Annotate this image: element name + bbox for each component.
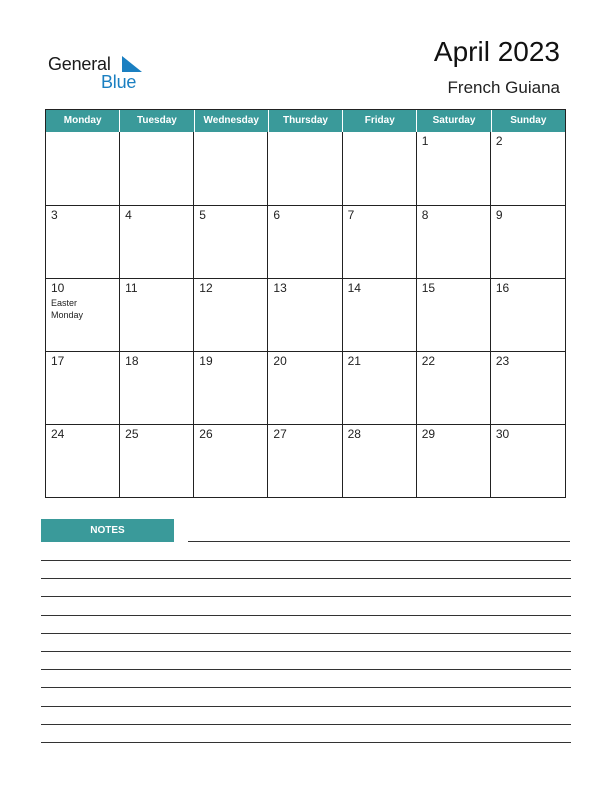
- day-number: 4: [125, 208, 132, 222]
- day-cell: [417, 351, 491, 424]
- notes-line: [41, 724, 571, 725]
- notes-line: [41, 615, 571, 616]
- notes-line: [41, 687, 571, 688]
- day-cell: [343, 424, 417, 497]
- day-cell: [46, 132, 120, 205]
- weekday-header: Friday: [343, 110, 417, 132]
- day-number: 27: [273, 427, 287, 441]
- notes-line: [41, 669, 571, 670]
- day-cell: [417, 278, 491, 351]
- brand-logo: [48, 52, 148, 92]
- holiday-label: Easter Monday: [51, 298, 84, 320]
- day-cell: [491, 424, 565, 497]
- day-cell: [120, 351, 194, 424]
- day-number: 3: [51, 208, 58, 222]
- day-cell: [194, 278, 268, 351]
- notes-line: [41, 706, 571, 707]
- day-cell: [343, 205, 417, 278]
- logo-word-blue: Blue: [101, 72, 137, 92]
- weekday-header-row: [46, 110, 565, 132]
- calendar-days: [46, 132, 565, 497]
- day-cell: [417, 132, 491, 205]
- day-number: 19: [199, 354, 213, 368]
- day-cell: [268, 278, 342, 351]
- day-cell: [491, 132, 565, 205]
- day-number: 20: [273, 354, 287, 368]
- day-number: 6: [273, 208, 281, 222]
- day-cell: [491, 205, 565, 278]
- calendar-grid: [45, 109, 566, 498]
- day-number: 21: [347, 354, 361, 368]
- day-number: 24: [51, 427, 65, 441]
- day-number: 8: [421, 208, 429, 222]
- day-cell: [268, 132, 342, 205]
- day-cell: [268, 205, 342, 278]
- weekday-header: Thursday: [269, 110, 343, 132]
- day-cell: [46, 351, 120, 424]
- page-subtitle: French Guiana: [447, 78, 560, 97]
- weekday-header: Monday: [46, 110, 120, 132]
- day-cell: [417, 205, 491, 278]
- notes-line: [41, 633, 571, 634]
- notes-line: [41, 578, 571, 579]
- day-cell: [194, 205, 268, 278]
- day-cell: [46, 205, 120, 278]
- logo-word-general: General: [48, 54, 111, 74]
- weekday-header: Wednesday: [195, 110, 269, 132]
- day-cell: [491, 351, 565, 424]
- day-number: 17: [51, 354, 65, 368]
- day-number: 2: [495, 134, 503, 148]
- weekday-header: Sunday: [510, 115, 547, 126]
- day-number: 10: [51, 281, 65, 295]
- day-cell: [120, 205, 194, 278]
- day-cell: [120, 424, 194, 497]
- weekday-header: Saturday: [417, 110, 491, 132]
- day-cell: [268, 424, 342, 497]
- day-number: 25: [125, 427, 139, 441]
- notes-line: [41, 742, 571, 743]
- day-number: 23: [495, 354, 510, 368]
- notes-label: NOTES: [41, 519, 174, 542]
- day-cell: [417, 424, 491, 497]
- day-number: 30: [495, 427, 510, 441]
- day-cell: [343, 351, 417, 424]
- day-cell: [491, 278, 565, 351]
- day-cell: [46, 424, 120, 497]
- day-cell: [194, 132, 268, 205]
- page-title: April 2023: [433, 36, 560, 67]
- day-number: 15: [421, 281, 436, 295]
- notes-line: [41, 596, 571, 597]
- day-number: 18: [125, 354, 139, 368]
- weekday-header: Tuesday: [120, 110, 194, 132]
- day-number: 12: [199, 281, 213, 295]
- notes-line: [188, 541, 570, 542]
- day-cell: [194, 424, 268, 497]
- day-cell: [343, 278, 417, 351]
- day-number: 14: [347, 281, 361, 295]
- day-cell: [46, 278, 120, 351]
- day-number: 22: [421, 354, 436, 368]
- logo-triangle-icon: [122, 56, 142, 72]
- notes-line: [41, 651, 571, 652]
- day-number: 13: [273, 281, 287, 295]
- notes-line: [41, 560, 571, 561]
- day-number: 11: [125, 281, 138, 295]
- day-number: 28: [347, 427, 361, 441]
- day-cell: [120, 132, 194, 205]
- day-cell: [194, 351, 268, 424]
- day-number: 5: [199, 208, 206, 222]
- day-number: 26: [199, 427, 213, 441]
- day-number: 1: [421, 134, 429, 148]
- day-number: 7: [347, 208, 355, 222]
- day-cell: [268, 351, 342, 424]
- day-number: 9: [495, 208, 503, 222]
- day-cell: [120, 278, 194, 351]
- day-number: 29: [421, 427, 436, 441]
- day-number: 16: [495, 281, 510, 295]
- day-cell: [343, 132, 417, 205]
